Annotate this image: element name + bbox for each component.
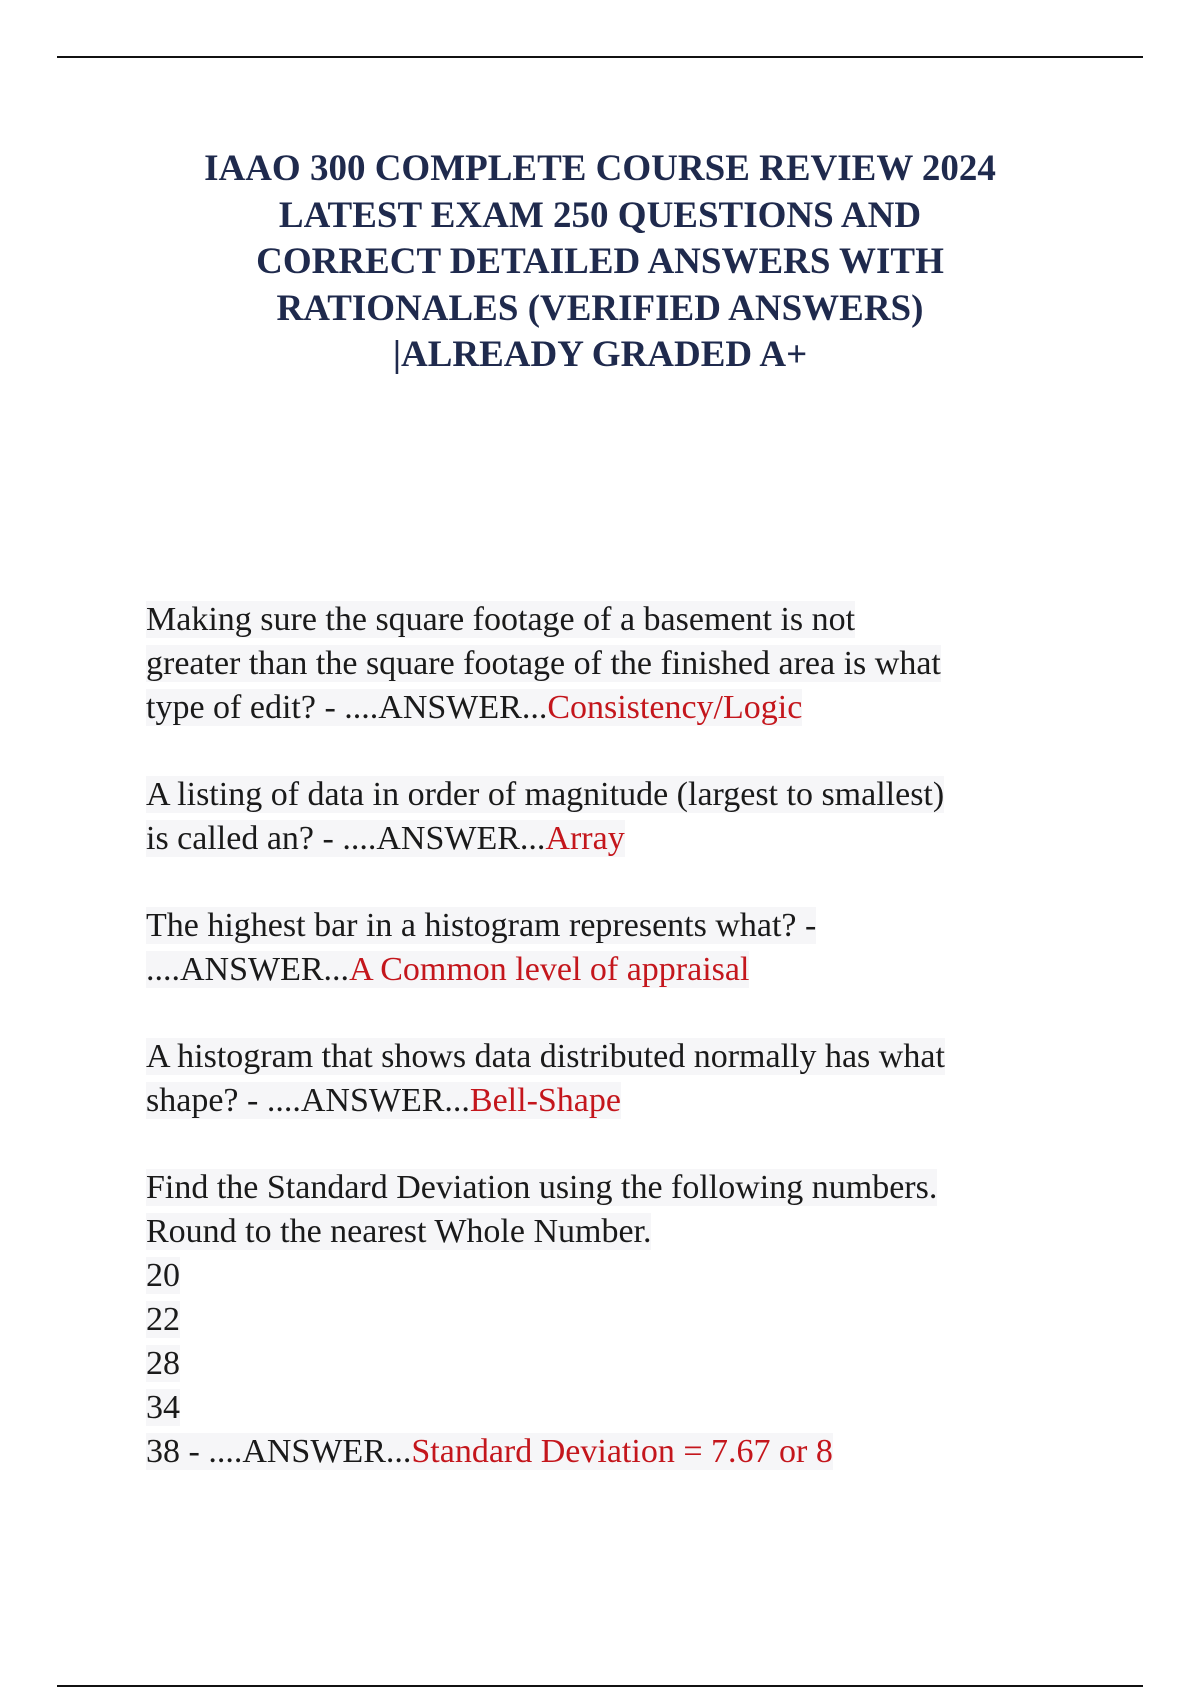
question-text: The highest bar in a histogram represents what? -	[146, 907, 817, 944]
question-text: A listing of data in order of magnitude (largest to smallest)	[146, 776, 945, 813]
qa-item	[146, 773, 1086, 861]
header-rule	[57, 56, 1143, 58]
question-text: Round to the nearest Whole Number.	[146, 1213, 652, 1250]
answer-text: Bell-Shape	[469, 1082, 621, 1119]
answer-marker: - ....ANSWER...	[238, 1082, 470, 1119]
title-line: IAAO 300 COMPLETE COURSE REVIEW 2024	[204, 148, 996, 189]
qa-item	[146, 598, 1086, 730]
answer-text: Array	[545, 820, 625, 857]
title-line: LATEST EXAM 250 QUESTIONS AND	[278, 194, 922, 236]
question-text: is called an?	[146, 820, 315, 857]
answer-text: Consistency/Logic	[547, 689, 803, 726]
document-title	[120, 146, 1080, 379]
title-line: |ALREADY GRADED A+	[392, 334, 808, 375]
answer-text: A Common level of appraisal	[349, 951, 750, 988]
question-text: greater than the square footage of the finished area is what	[146, 645, 941, 682]
question-text: Find the Standard Deviation using the following numbers.	[146, 1169, 938, 1206]
answer-text: Standard Deviation = 7.67 or 8	[411, 1433, 833, 1470]
answer-marker: - ....ANSWER...	[315, 689, 548, 726]
title-line: CORRECT DETAILED ANSWERS WITH	[256, 241, 944, 282]
qa-item	[146, 1166, 1086, 1474]
number-value: 38	[146, 1433, 180, 1470]
qa-item	[146, 904, 1086, 992]
question-text: Making sure the square footage of a basement is not	[146, 601, 856, 638]
question-text: A histogram that shows data distributed normally has what	[146, 1038, 945, 1075]
question-text: shape?	[146, 1082, 239, 1119]
answer-marker: ....ANSWER...	[146, 951, 350, 988]
number-value: 22	[146, 1301, 180, 1338]
qa-list	[146, 598, 1086, 1517]
number-value: 20	[146, 1257, 180, 1294]
answer-marker: - ....ANSWER...	[180, 1433, 412, 1470]
question-text: type of edit?	[146, 689, 316, 726]
number-value: 28	[146, 1345, 180, 1382]
qa-item	[146, 1035, 1086, 1123]
number-value: 34	[146, 1389, 180, 1426]
title-line: RATIONALES (VERIFIED ANSWERS)	[276, 287, 924, 329]
answer-marker: - ....ANSWER...	[314, 820, 546, 857]
footer-rule	[57, 1685, 1143, 1687]
